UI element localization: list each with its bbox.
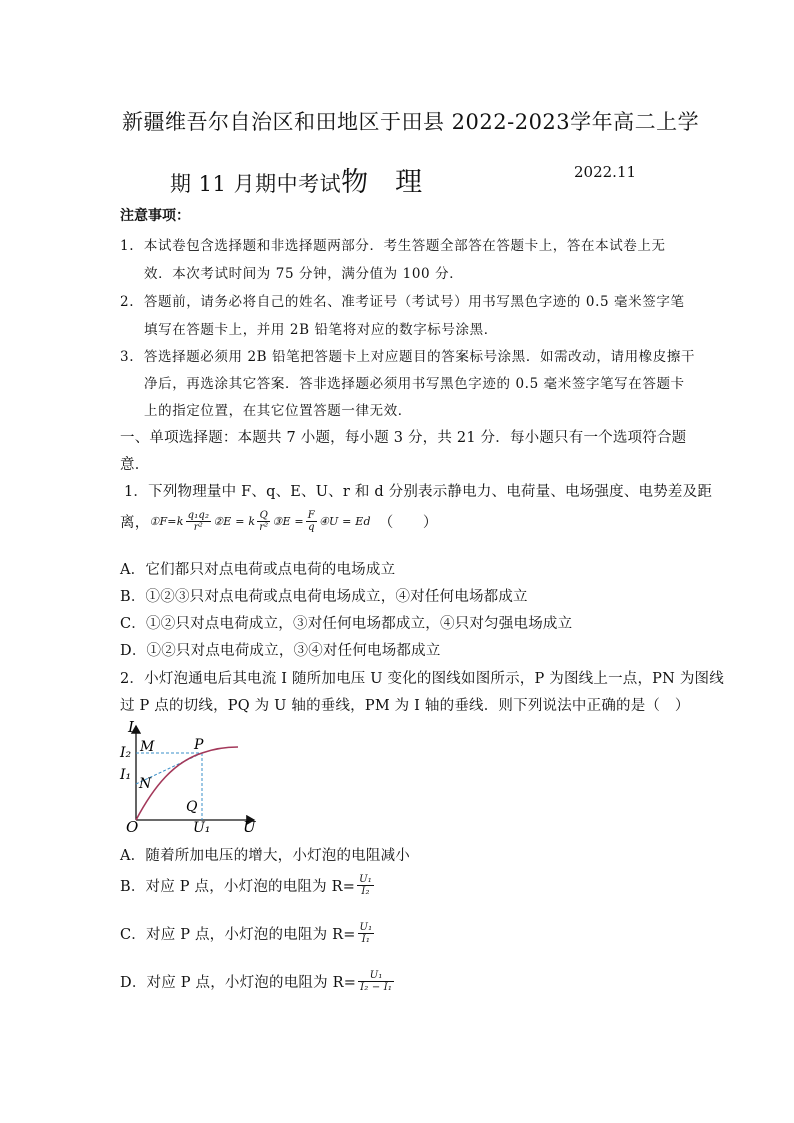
u1-label: U₁ [193,820,211,836]
q1-option-c: C．①②只对点电荷成立，③对任何电场都成立，④只对匀强电场成立 [120,616,573,632]
section-1-line-2: 意． [120,457,150,473]
note-1-line-2: 效．本次考试时间为 75 分钟，满分值为 100 分． [144,266,464,282]
formula-4-label: ④U = Ed [318,515,371,528]
note-1-line-1: 1. 本试卷包含选择题和非选择题两部分．考生答题全部答在答题卡上，答在本试卷上无 [120,238,666,254]
point-p-label: P [194,737,204,753]
q2-option-b-fraction: $\frac{\text{U₁}}{\text{I₂}}$ [359,874,372,897]
subject-title: 物 理 [341,167,423,198]
point-q-label: Q [186,799,198,815]
notes-heading: 注意事项： [120,208,190,224]
i1-label: I₁ [120,767,132,783]
formula-3-label: ③E = [272,515,304,528]
q1-option-d: D．①②只对点电荷成立，③④对任何电场都成立 [120,643,441,659]
q2-stem-line-1: 2．小灯泡通电后其电流 I 随所加电压 U 变化的图线如图所示，P 为图线上一点，PN 为图线 [120,671,724,687]
title-prefix: 期 11 月期中考试 [170,172,342,196]
formula-2-fraction: $\frac{Q}{\text{r²}}$ [259,510,269,533]
note-3-line-2: 净后，再选涂其它答案．答非选择题必须用书写黑色字迹的 0.5 毫米签字笔写在答题卡 [144,376,685,392]
q2-option-c-fraction: $\frac{\text{U₁}}{\text{I₁}}$ [359,922,373,945]
q2-stem-line-2: 过 P 点的切线，PQ 为 U 轴的垂线，PM 为 I 轴的垂线．则下列说法中正确的是（ ） [120,698,690,714]
note-3-line-1: 3. 答选择题必须用 2B 铅笔把答题卡上对应题目的答案标号涂黑．如需改动，请用橡皮擦干 [120,349,696,365]
q1-stem-line-1: 1．下列物理量中 F、q、E、U、r 和 d 分别表示静电力、电荷量、电场强度、电势差及距 [124,484,713,500]
q1-answer-blank: （ ） [378,515,438,531]
axis-i-label: I [128,718,134,736]
q2-option-a: A．随着所加电压的增大，小灯泡的电阻减小 [120,848,410,864]
q1-formulas [120,510,438,533]
formula-2-label: ②E = k [213,515,256,528]
q2-option-d-fraction: $\frac{\text{U₁}}{\text{I₂ − I₁}}$ [360,970,393,993]
formula-3-fraction: $\frac{F}{q}$ [307,510,315,533]
origin-label: O [126,818,139,836]
q2-option-c: C．对应 P 点，小灯泡的电阻为 R= $\frac{\text{U₁}}{\text{I₁}}$ [120,922,373,945]
note-2-line-2: 填写在答题卡上，并用 2B 铅笔将对应的数字标号涂黑． [144,322,498,338]
point-n-label: N [139,776,152,792]
title-line-2 [170,160,422,199]
formula-1-label: ①F=k [149,515,184,528]
point-m-label: M [140,739,155,755]
note-2-line-1: 2. 答题前，请务必将自己的姓名、准考证号（考试号）用书写黑色字迹的 0.5 毫米签字笔 [120,294,685,310]
q2-option-d: D．对应 P 点，小灯泡的电阻为 R= $\frac{\text{U₁}}{\text{I₂ − I₁}}$ [120,970,393,993]
q1-option-a: A．它们都只对点电荷或点电荷的电场成立 [120,562,396,578]
section-1-line-1: 一、单项选择题：本题共 7 小题，每小题 3 分，共 21 分．每小题只有一个选项符合题 [120,430,687,446]
i2-label: I₂ [120,745,132,761]
formula-1-fraction: $\frac{\text{q₁q₂}}{\text{r²}}$ [187,510,210,533]
iu-graph [116,716,266,838]
q1-stem-prefix: 离， [120,515,150,531]
exam-date: 2022.11 [574,163,637,181]
q1-option-b: B．①②③只对点电荷或点电荷电场成立，④对任何电场都成立 [120,589,528,605]
note-3-line-3: 上的指定位置，在其它位置答题一律无效． [144,403,412,419]
q2-option-b: B．对应 P 点，小灯泡的电阻为 R= $\frac{\text{U₁}}{\text{I₂}}$ [120,874,372,897]
axis-u-label: U [243,818,256,836]
title-line-1: 新疆维吾尔自治区和田地区于田县 2022-2023学年高二上学 [122,110,700,134]
